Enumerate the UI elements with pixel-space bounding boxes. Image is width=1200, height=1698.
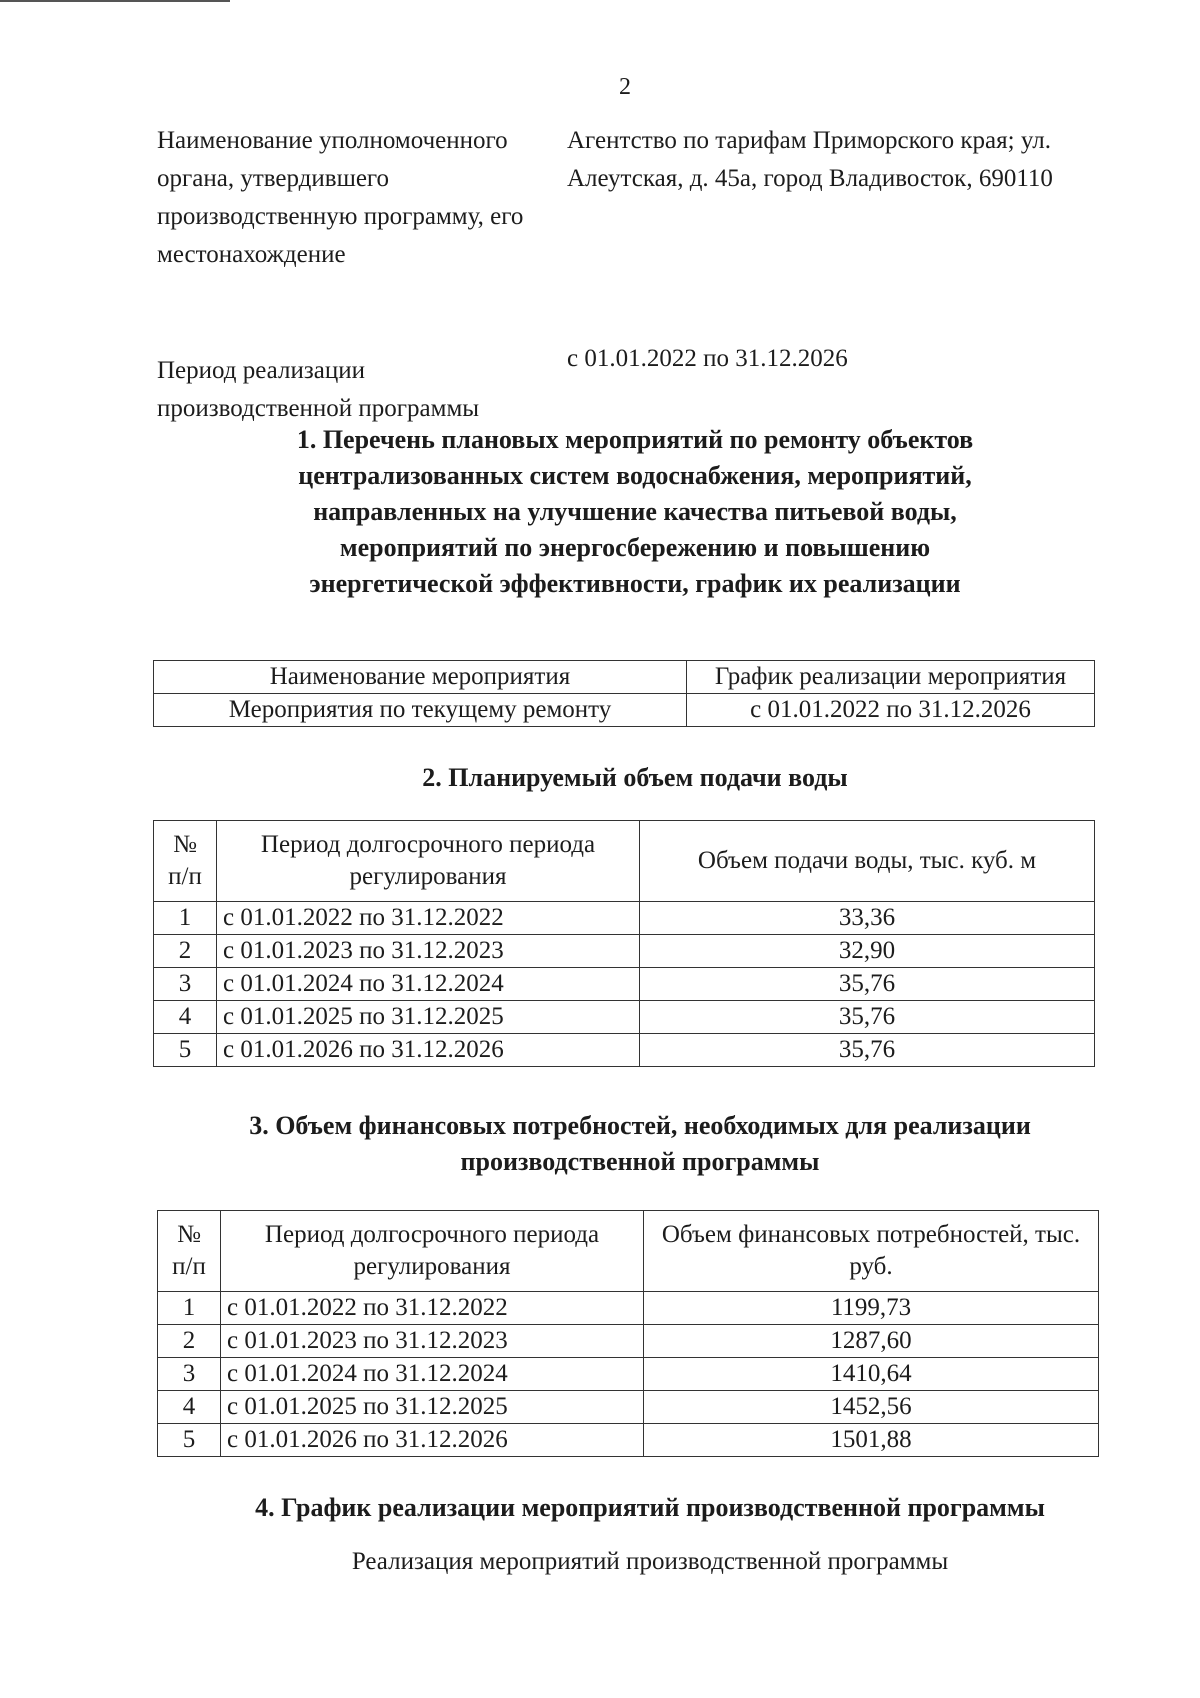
row-period: с 01.01.2023 по 31.12.2023	[217, 935, 640, 968]
row-number: 1	[158, 1292, 221, 1325]
section2-header-period: Период долгосрочного периода регулирования	[217, 821, 640, 902]
row-period: с 01.01.2026 по 31.12.2026	[217, 1034, 640, 1067]
table-row	[154, 968, 1095, 1001]
row-number: 5	[158, 1424, 221, 1457]
section3-title: 3. Объем финансовых потребностей, необходимых для реализации производственной программы	[249, 1111, 1031, 1176]
row-number: 3	[158, 1358, 221, 1391]
table-row	[158, 1391, 1099, 1424]
row-volume: 35,76	[640, 968, 1095, 1001]
table-header-row	[154, 661, 1095, 694]
section2-title: 2. Планируемый объем подачи воды	[422, 763, 848, 792]
section1-cell-name: Мероприятия по текущему ремонту	[154, 694, 687, 727]
table-row	[154, 902, 1095, 935]
row-number: 2	[158, 1325, 221, 1358]
table-row	[154, 1034, 1095, 1067]
table-header-row	[158, 1211, 1099, 1292]
table-header-row	[154, 821, 1095, 902]
row-period: с 01.01.2024 по 31.12.2024	[217, 968, 640, 1001]
section1-title: 1. Перечень плановых мероприятий по ремонту объектов централизованных систем водоснабжения, мероприятий, направленных на улучшение качества питьевой воды, мероприятий по энергосбережению и повышению энергетической эффективности, график их реализации	[296, 425, 974, 598]
section1-header-schedule: График реализации мероприятия	[687, 661, 1095, 694]
table-row	[158, 1358, 1099, 1391]
section1-table	[153, 660, 1095, 727]
row-number: 4	[158, 1391, 221, 1424]
row-finance: 1410,64	[644, 1358, 1099, 1391]
info-label-period: Период реализации производственной программы	[157, 357, 480, 422]
section3-header-period: Период долгосрочного периода регулирования	[221, 1211, 644, 1292]
row-number: 1	[154, 902, 217, 935]
info-label-authority: Наименование уполномоченного органа, утвердившего производственную программу, его местонахождение	[157, 127, 524, 268]
row-period: с 01.01.2023 по 31.12.2023	[221, 1325, 644, 1358]
table-row	[158, 1325, 1099, 1358]
row-finance: 1199,73	[644, 1292, 1099, 1325]
page-number: 2	[619, 74, 631, 100]
info-value-period: с 01.01.2022 по 31.12.2026	[567, 345, 848, 372]
section1-header-name: Наименование мероприятия	[154, 661, 687, 694]
row-number: 2	[154, 935, 217, 968]
section2-header-volume: Объем подачи воды, тыс. куб. м	[640, 821, 1095, 902]
section3-header-finance: Объем финансовых потребностей, тыс. руб.	[644, 1211, 1099, 1292]
table-row	[158, 1292, 1099, 1325]
row-number: 3	[154, 968, 217, 1001]
table-row	[154, 935, 1095, 968]
info-value-authority: Агентство по тарифам Приморского края; ул. Алеутская, д. 45а, город Владивосток, 690110	[567, 127, 1053, 192]
row-period: с 01.01.2022 по 31.12.2022	[221, 1292, 644, 1325]
row-finance: 1452,56	[644, 1391, 1099, 1424]
table-row	[158, 1424, 1099, 1457]
row-volume: 35,76	[640, 1001, 1095, 1034]
row-finance: 1501,88	[644, 1424, 1099, 1457]
row-number: 4	[154, 1001, 217, 1034]
scan-edge-line	[0, 0, 230, 2]
row-period: с 01.01.2024 по 31.12.2024	[221, 1358, 644, 1391]
section2-table	[153, 820, 1095, 1067]
row-finance: 1287,60	[644, 1325, 1099, 1358]
section3-header-num: № п/п	[158, 1211, 221, 1292]
row-volume: 33,36	[640, 902, 1095, 935]
section3-table	[157, 1210, 1099, 1457]
table-row	[154, 1001, 1095, 1034]
section2-header-num: № п/п	[154, 821, 217, 902]
row-period: с 01.01.2025 по 31.12.2025	[217, 1001, 640, 1034]
table-row	[154, 694, 1095, 727]
row-period: с 01.01.2026 по 31.12.2026	[221, 1424, 644, 1457]
row-period: с 01.01.2025 по 31.12.2025	[221, 1391, 644, 1424]
row-period: с 01.01.2022 по 31.12.2022	[217, 902, 640, 935]
row-volume: 35,76	[640, 1034, 1095, 1067]
row-number: 5	[154, 1034, 217, 1067]
row-volume: 32,90	[640, 935, 1095, 968]
section4-title: 4. График реализации мероприятий производственной программы	[255, 1493, 1045, 1522]
section1-cell-schedule: с 01.01.2022 по 31.12.2026	[687, 694, 1095, 727]
section4-text: Реализация мероприятий производственной программы	[351, 1548, 949, 1575]
